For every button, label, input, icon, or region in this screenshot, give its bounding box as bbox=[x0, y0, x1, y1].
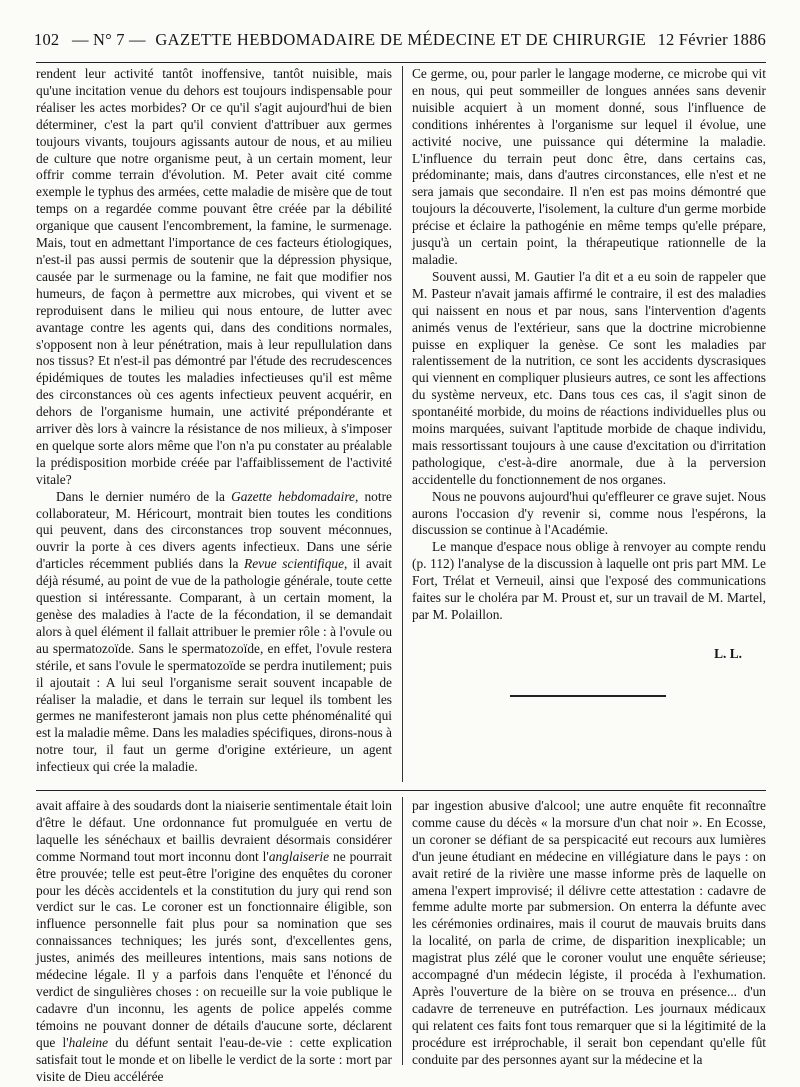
running-header bbox=[34, 30, 766, 56]
paragraph: rendent leur activité tantôt inoffensive, tantôt nuisible, mais qu'une incitation venue du dehors est toujours indispensable pour réaliser les actes morbides? Or ce qu'il s'agit aujourd'hui de bien déterminer, c'est la part qu'il convient d'attribuer aux germes toujours vivants, toujours agissants autour de nous, et au milieu de culture que notre organisme peut, à un certain moment, leur offrir comme terrain d'évolution. M. Peter avait cité comme exemple le typhus des armées, cette maladie de misère que de tout temps on a regardée comme pouvant être créée par la débilité organique que causent l'encombrement, la famine, le surmenage. Mais, tout en admettant l'importance de ces facteurs étiologiques, n'est-il pas aussi permis de soutenir que la dépression physique, causée par le surmenage ou la famine, ne fait que modifier nos humeurs, de façon à permettre aux microbes, qui vivent et se reproduisent dans le milieu qui nous entoure, de lutter avec avantage contre les agents qui, dans des conditions normales, s'opposent non à leur pénétration, mais à leur repullulation dans nos tissus? Et n'est-il pas démontré par l'étude des recrudescences épidémiques de toutes les maladies infectieuses qu'il est même des circonstances où ces agents infectieux peuvent acquérir, en dehors de l'organisme humain, une activité prépondérante et arriver dès lors à vaincre la résistance de nos milieux, à s'imposer en quelque sorte alors même que l'on n'a pu constater au préalable la prédisposition morbide créée par l'affaiblissement de l'activité vitale? bbox=[36, 66, 392, 487]
top-left-column bbox=[36, 66, 392, 776]
paragraph bbox=[36, 489, 392, 776]
paragraph: Le manque d'espace nous oblige à renvoyer au compte rendu (p. 112) l'analyse de la discussion à laquelle ont pris part MM. Le Fort, Trélat et Verneuil, ainsi que l'exposé des communications faites sur le choléra par M. Proust et, sur un travail de M. Martel, par M. Polaillon. bbox=[412, 539, 766, 622]
text-run: , notre collaborateur, M. Héricourt, montrait bien toutes les conditions qui peuvent, dans des circonstances trop souvent méconnues, ouvrir la porte à ces divers agents infectieux. Dans une série d'articles récemment publiés dans la bbox=[36, 488, 392, 572]
header-rule bbox=[36, 62, 766, 63]
column-divider-bottom bbox=[402, 797, 403, 1065]
end-of-article-rule bbox=[510, 695, 666, 697]
paragraph: Ce germe, ou, pour parler le langage moderne, ce microbe qui vit en nous, qui peut sommeiller de longues années sans devenir nuisible acquiert à un moment donné, sous l'influence de conditions inhérentes à l'organisme sur lequel il évolue, une activité nocive, une puissance qui détermine la maladie. L'influence du terrain peut donc être, dans certains cas, prédominante; mais, dans d'autres circonstances, elle n'est et ne sera jamais que secondaire. Il n'en est pas moins démontré que toujours la découverte, l'isolement, la culture d'un germe morbide précise et éclaire la pathogénie en même temps qu'elle prépare, jusqu'à un certain point, la thérapeutique rationnelle de la maladie. bbox=[412, 66, 766, 267]
text-run: Dans le dernier numéro de la bbox=[56, 488, 232, 504]
text-run: , il avait déjà résumé, au point de vue de la pathologie générale, toute cette question si intéressante. Comparant, à un certain moment, la genèse des maladies à l'acte de la fécondation, il se demandait alors à quel élément il fallait attribuer le premier rôle : à l'ovule ou au spermatozoïde. Sans le spermatozoïde, en effet, l'ovule restera stérile, et sans l'ovule le spermatozoïde se perdra inutilement; puis il ajoutait : A lui seul l'organisme serait souvent incapable de réaliser la maladie, et dans le terrain sur lequel ils tombent les germes ne manifesteront jamais non plus cette phénoménalité qui est la maladie même. Dans les maladies spécifiques, dirons-nous à notre tour, il faut un germe d'origine extérieure, un agent infectieux qui crée la maladie. bbox=[36, 556, 393, 775]
paragraph: Nous ne pouvons aujourd'hui qu'effleurer ce grave sujet. Nous aurons l'occasion d'y revenir si, comme nous l'espérons, la discussion se continue à l'Académie. bbox=[412, 488, 766, 538]
issue-date: 12 Février 1886 bbox=[657, 30, 766, 49]
bottom-right-column bbox=[412, 798, 766, 1069]
bottom-left-column bbox=[36, 798, 392, 1085]
paragraph: Souvent aussi, M. Gautier l'a dit et a eu soin de rappeler que M. Pasteur n'avait jamais affirmé le contraire, il est des maladies qui naissent en nous et par nous, sans l'intervention d'agents animés venus de l'extérieur, sans que la doctrine microbienne puisse en expliquer la genèse. Ce sont les maladies par ralentissement de la nutrition, ce sont les accidents dyscrasiques qui viennent en compliquer plusieurs autres, ce sont les affections du système nerveux, etc. Dans tous ces cas, il s'agit sinon de spontanéité morbide, du moins de réactions individuelles plus ou moins marquées, suivant l'aptitude morbide de chaque individu, mais ressortissant toujours à une cause d'excitation ou d'irritation pathologique, c'est-à-dire anormale, due à la perversion accidentelle du fonctionnement de nos organes. bbox=[412, 268, 766, 487]
text-run: ne pourrait être prouvée; telle est peut-être l'origine des enquêtes du coroner pour les décès accidentels et la constitution du jury qui rend son verdict sur le cas. Le coroner est un fonctionnaire éligible, son influence personnelle fait plus pour sa nomination que ses connaissances techniques; les jurés sont, d'excellentes gens, justes, animés des meilleures intentions, mais sans notions de médecine légale. Il y a parfois dans l'enquête et l'énoncé du verdict de singulières choses : on recueille sur la voie publique le cadavre d'un inconnu, les agents de police appelés comme témoins ne pouvant donner de détails d'aucune sorte, déclarent que l' bbox=[36, 848, 392, 1050]
italic-word: haleine bbox=[68, 1034, 109, 1050]
issue-number: — N° 7 — bbox=[72, 30, 146, 49]
italic-word: anglaiserie bbox=[268, 848, 330, 864]
paragraph bbox=[36, 798, 392, 1085]
section-separator bbox=[36, 790, 766, 791]
author-signature: L. L. bbox=[714, 645, 742, 661]
page-number: 102 bbox=[34, 30, 60, 49]
text-run: avait affaire à des soudards dont la niaiserie sentimentale était loin d'être le défaut. Une ordonnance fut promulguée en vertu de laquelle les sénéchaux et baillis devraient désormais considérer comme Normand tout mort inconnu dont l' bbox=[36, 798, 392, 864]
journal-title: GAZETTE HEBDOMADAIRE DE MÉDECINE ET DE CHIRURGIE bbox=[155, 30, 647, 49]
italic-title: Gazette hebdomadaire bbox=[231, 488, 355, 504]
text-run: du défunt sentait l'eau-de-vie : cette explication satisfait tout le monde et on libelle le verdict de la sorte : mort par visite de Dieu accélérée bbox=[36, 1034, 392, 1084]
column-divider-top bbox=[402, 66, 403, 782]
top-right-column bbox=[412, 66, 766, 663]
italic-title: Revue scientifique bbox=[244, 556, 345, 572]
paragraph: par ingestion abusive d'alcool; une autre enquête fit reconnaître comme cause du décès « la morsure d'un chat noir ». En Ecosse, un coroner se défiant de sa perspicacité eut recours aux lumières d'un jeune étudiant en médecine en villégiature dans le pays : on avait retiré de la rivière une masse informe près de laquelle on amena l'expert improvisé; il délivre cette attestation : cadavre de femme adulte morte par submersion. On enterra la défunte avec les cérémonies ordinaires, mais il courut de mauvais bruits dans la localité, on parla de crime, de disparition inexplicable; un magistrat plus zélé que le coroner voulut une enquête sérieuse; accompagné d'un médecin légiste, il procéda à l'exhumation. Après l'ouverture de la bière on se trouva en présence... d'un cadavre de terreneuve en putréfaction. Les journaux médicaux qui relatent ces faits font tous remarquer que si la légitimité de la procédure est irréprochable, il serait bon cependant qu'elle fût conduite par des personnes ayant sur la médecine et la bbox=[412, 798, 766, 1067]
